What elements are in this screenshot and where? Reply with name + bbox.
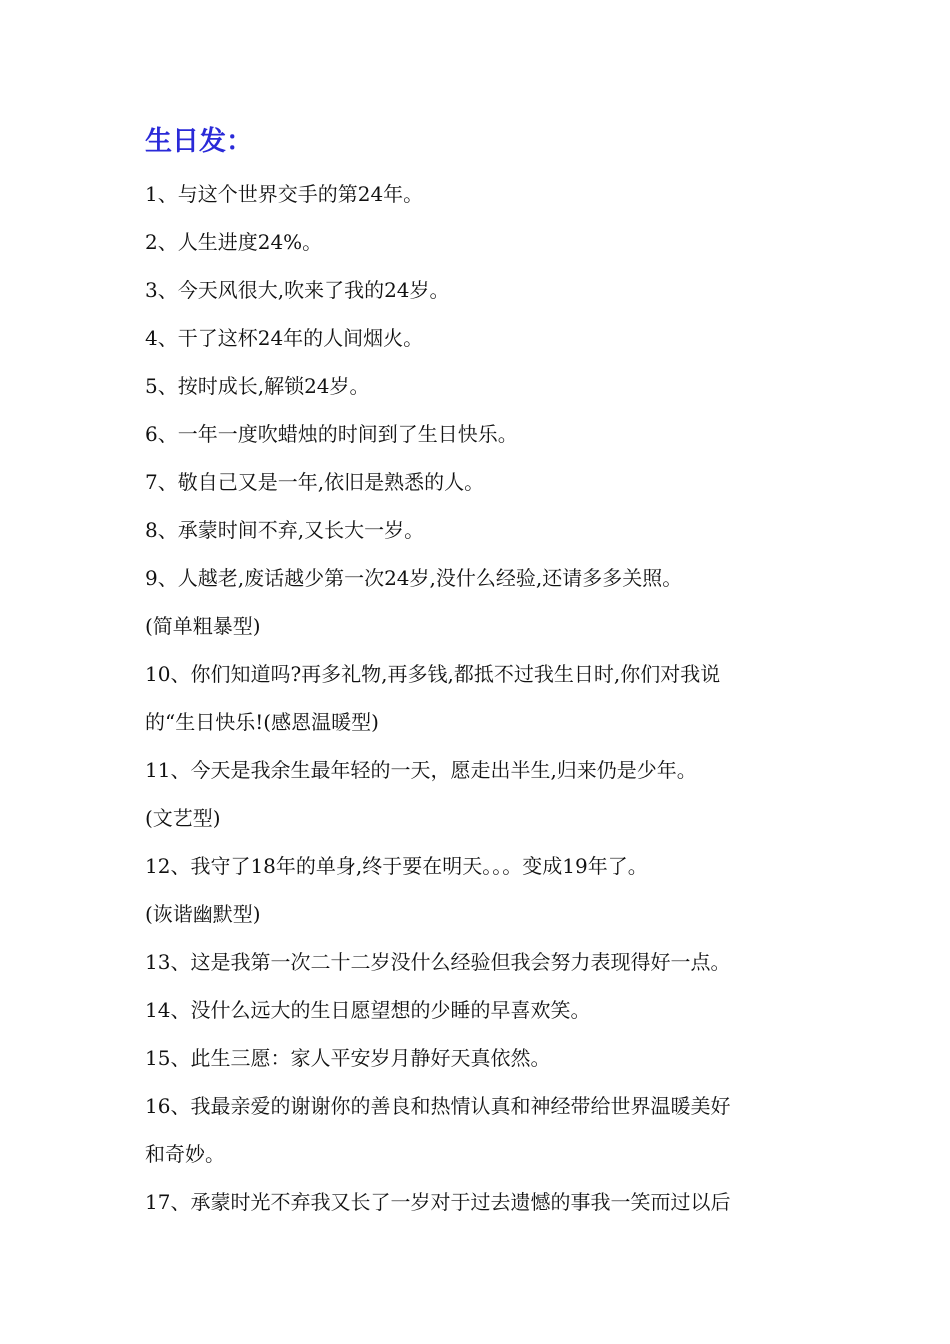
text-line: 和奇妙。 — [145, 1142, 225, 1166]
text-line: 7、敬自己又是一年,依旧是熟悉的人。 — [145, 470, 485, 494]
text-line: 2、人生进度24%。 — [145, 230, 323, 254]
text-line: 4、干了这杯24年的人间烟火。 — [145, 326, 424, 350]
text-lines — [145, 170, 805, 1226]
text-line: 6、一年一度吹蜡烛的时间到了生日快乐。 — [145, 422, 518, 446]
text-line: 1、与这个世界交手的第24年。 — [145, 182, 424, 206]
text-line: (简单粗暴型) — [145, 614, 261, 638]
text-line: 14、没什么远大的生日愿望想的少睡的早喜欢笑。 — [145, 998, 591, 1022]
text-line: 13、这是我第一次二十二岁没什么经验但我会努力表现得好一点。 — [145, 950, 731, 974]
text-line: 16、我最亲爱的谢谢你的善良和热情认真和神经带给世界温暖美好 — [145, 1094, 731, 1118]
text-line: (文艺型) — [145, 806, 221, 830]
text-line: (诙谐幽默型) — [145, 902, 261, 926]
document-heading: 生日发： — [145, 126, 253, 157]
text-line: 12、我守了18年的单身,终于要在明天。。。变成19年了。 — [145, 854, 648, 878]
text-line: 3、今天风很大,吹来了我的24岁。 — [145, 278, 450, 302]
text-line: 11、今天是我余生最年轻的一天，愿走出半生,归来仍是少年。 — [145, 758, 697, 782]
text-line: 的“生日快乐!(感恩温暖型) — [145, 710, 379, 734]
text-line: 9、人越老,废话越少第一次24岁,没什么经验,还请多多关照。 — [145, 566, 683, 590]
text-line: 8、承蒙时间不弃,又长大一岁。 — [145, 518, 425, 542]
text-line: 15、此生三愿：家人平安岁月静好天真依然。 — [145, 1046, 551, 1070]
text-line: 10、你们知道吗?再多礼物,再多钱,都抵不过我生日时,你们对我说 — [145, 662, 721, 686]
text-line: 17、承蒙时光不弃我又长了一岁对于过去遗憾的事我一笑而过以后 — [145, 1190, 731, 1214]
text-line: 5、按时成长,解锁24岁。 — [145, 374, 370, 398]
